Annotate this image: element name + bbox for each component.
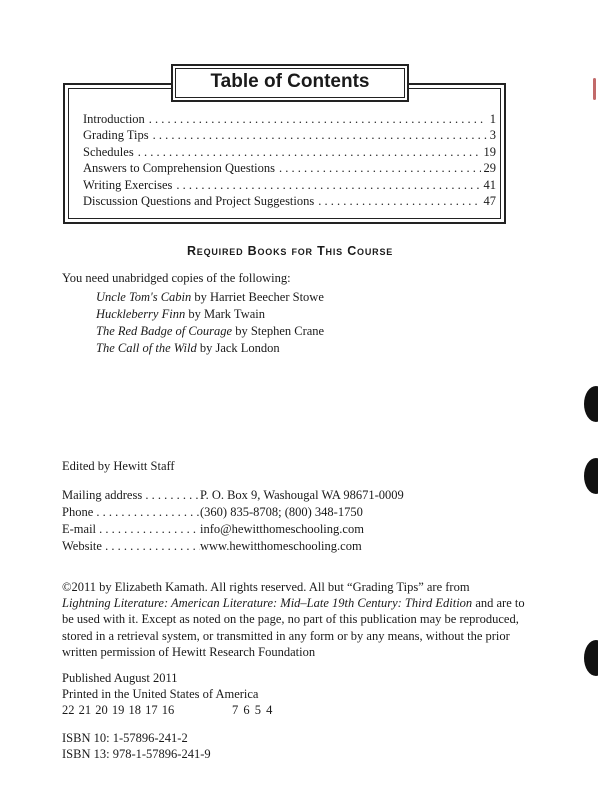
print-line-b: 7 6 5 4 xyxy=(232,703,273,717)
toc-entry: Discussion Questions and Project Suggestions . . . 47 xyxy=(83,193,496,209)
toc-title: Table of Contents xyxy=(210,71,370,92)
book-item: Uncle Tom's Cabin by Harriet Beecher Stowe xyxy=(96,290,324,304)
print-line-a: 22 21 20 19 18 17 16 xyxy=(62,703,175,717)
toc-entry: Grading Tips . . . 3 xyxy=(83,127,496,143)
book-item: The Call of the Wild by Jack London xyxy=(96,341,280,355)
page-edge-mark xyxy=(593,78,596,100)
toc-list xyxy=(83,111,496,209)
contact-email: E-mail. . . info@hewitthomeschooling.com xyxy=(62,522,364,537)
required-books-intro: You need unabridged copies of the following: xyxy=(62,271,291,285)
toc-entry: Introduction . . . 1 xyxy=(83,111,496,127)
book-item: The Red Badge of Courage by Stephen Crane xyxy=(96,324,325,338)
printed-in: Printed in the United States of America xyxy=(62,687,259,701)
contact-mailing: Mailing address. . . P. O. Box 9, Washougal WA 98671-0009 xyxy=(62,488,404,503)
isbn-10: ISBN 10: 1-57896-241-2 xyxy=(62,731,188,745)
published-date: Published August 2011 xyxy=(62,671,178,685)
toc-entry: Answers to Comprehension Questions . . . 29 xyxy=(83,160,496,176)
binder-hole-bottom xyxy=(584,640,598,676)
contact-phone: Phone. . . (360) 835-8708; (800) 348-1750 xyxy=(62,505,363,520)
isbn-13: ISBN 13: 978-1-57896-241-9 xyxy=(62,747,211,761)
contact-website: Website. . . www.hewitthomeschooling.com xyxy=(62,539,362,554)
book-item: Huckleberry Finn by Mark Twain xyxy=(96,307,265,321)
toc-entry: Writing Exercises . . . 41 xyxy=(83,177,496,193)
copyright-notice: ©2011 by Elizabeth Kamath. All rights reserved. All but “Grading Tips” are from Lightning Literature: American Literature: Mid–Late 19th Century: Third Edition and are to be used with it. Except as noted on the page, no part of this publication may be reproduced, stored in a retrieval system, or transmitted in any form or by any means, without the prior written permission of Hewitt Research Foundation xyxy=(62,580,525,659)
edited-by: Edited by Hewitt Staff xyxy=(62,459,175,473)
binder-hole-top xyxy=(584,386,598,422)
toc-entry: Schedules . . . 19 xyxy=(83,144,496,160)
toc-title-box xyxy=(171,64,409,102)
binder-hole-middle xyxy=(584,458,598,494)
required-books-heading: Required Books for This Course xyxy=(186,244,394,258)
